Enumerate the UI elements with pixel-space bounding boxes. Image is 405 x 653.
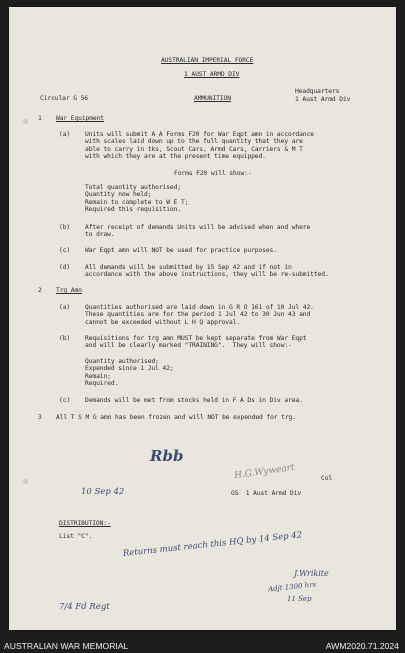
handwritten-initials: Rbb — [150, 447, 184, 465]
para-text: War Eqpt amn will NOT be used for practice purposes. — [85, 247, 277, 254]
distribution-label: DISTRIBUTION:- — [59, 520, 111, 527]
archive-footer — [0, 633, 405, 653]
para-text: After receipt of demands Units will be advised when and where to draw. — [85, 224, 311, 239]
footer-institution: AUSTRALIAN WAR MEMORIAL — [4, 641, 129, 651]
document-title: AUSTRALIAN IMPERIAL FORCE — [161, 57, 254, 64]
circular-number: Circular G 56 — [40, 95, 88, 102]
section-title: War Equipment — [56, 115, 104, 122]
training-list: Quantity authorised; Expended since 1 Jul 42; Remain; Required. — [85, 358, 174, 388]
section-title: Trg Amn — [56, 287, 82, 294]
section-number: 1 — [38, 115, 42, 122]
handwritten-date: 10 Sep 42 — [81, 487, 125, 497]
punch-hole — [23, 119, 28, 124]
handwritten-signature: H.G.Wyweart — [233, 462, 296, 482]
para-text: Requisitions for trg amn MUST be kept separate from War Eqpt and will be clearly marked "TRAINING". They will show:- — [85, 335, 307, 350]
handwritten-note-rank: Adjt 1300 hrs — [267, 580, 317, 594]
signature-rank: Col — [321, 475, 333, 482]
forms-heading: Forms F20 will show:- — [174, 170, 252, 177]
para-text: All demands will be submitted by 15 Sep 42 and if not in accordance with the above instructions, they will be re-submitted. — [85, 264, 329, 279]
para-label: (a) — [59, 304, 71, 311]
handwritten-corner-note: 7/4 Fd Regt — [59, 602, 110, 612]
para-label: (b) — [59, 335, 71, 342]
document-subject: AMMUNITION — [194, 95, 231, 102]
para-label: (a) — [59, 131, 71, 138]
para-label: (b) — [59, 224, 71, 231]
para-label: (d) — [59, 264, 71, 271]
punch-hole — [23, 479, 28, 484]
document-page — [9, 7, 396, 630]
para-text: Units will submit A A Forms F20 for War Eqpt amn in accordance with scales laid down up to the full quantity that they are able to carry in tks, Scout Cars, Armd Cars, Carriers & M T with which they are at the present time equipped. — [85, 131, 314, 161]
handwritten-note: Returns must reach this HQ by 14 Sep 42 — [122, 530, 303, 559]
headquarters-line-2: 1 Aust Armd Div — [295, 96, 351, 103]
section-number: 2 — [38, 287, 42, 294]
para-text: All T S M G amn has been frozen and will NOT be expended for trg. — [56, 414, 296, 421]
headquarters-line-1: Headquarters — [295, 88, 340, 95]
forms-list: Total quantity authorised; Quantity now held; Remain to complete to W E T; Required this requisition. — [85, 184, 189, 214]
signature-block: GS 1 Aust Armd Div — [231, 490, 302, 497]
para-text: Demands will be met from stocks held in F A Ds in Div area. — [85, 397, 303, 404]
para-text: Quantities authorised are laid down in G R O 161 of 10 Jul 42. These quantities are for the period 1 Jul 42 to 30 Jun 43 and cannot be exceeded without L H Q approval. — [85, 304, 314, 326]
distribution-list: List "C". — [59, 533, 93, 540]
section-number: 3 — [38, 414, 42, 421]
document-unit: 1 AUST ARMD DIV — [184, 71, 240, 78]
para-label: (c) — [59, 397, 71, 404]
handwritten-note-signature: J.Wrikite — [294, 569, 329, 578]
footer-accession-number: AWM2020.71.2024 — [325, 641, 399, 651]
para-label: (c) — [59, 247, 71, 254]
handwritten-note-date: 11 Sep — [287, 595, 312, 603]
